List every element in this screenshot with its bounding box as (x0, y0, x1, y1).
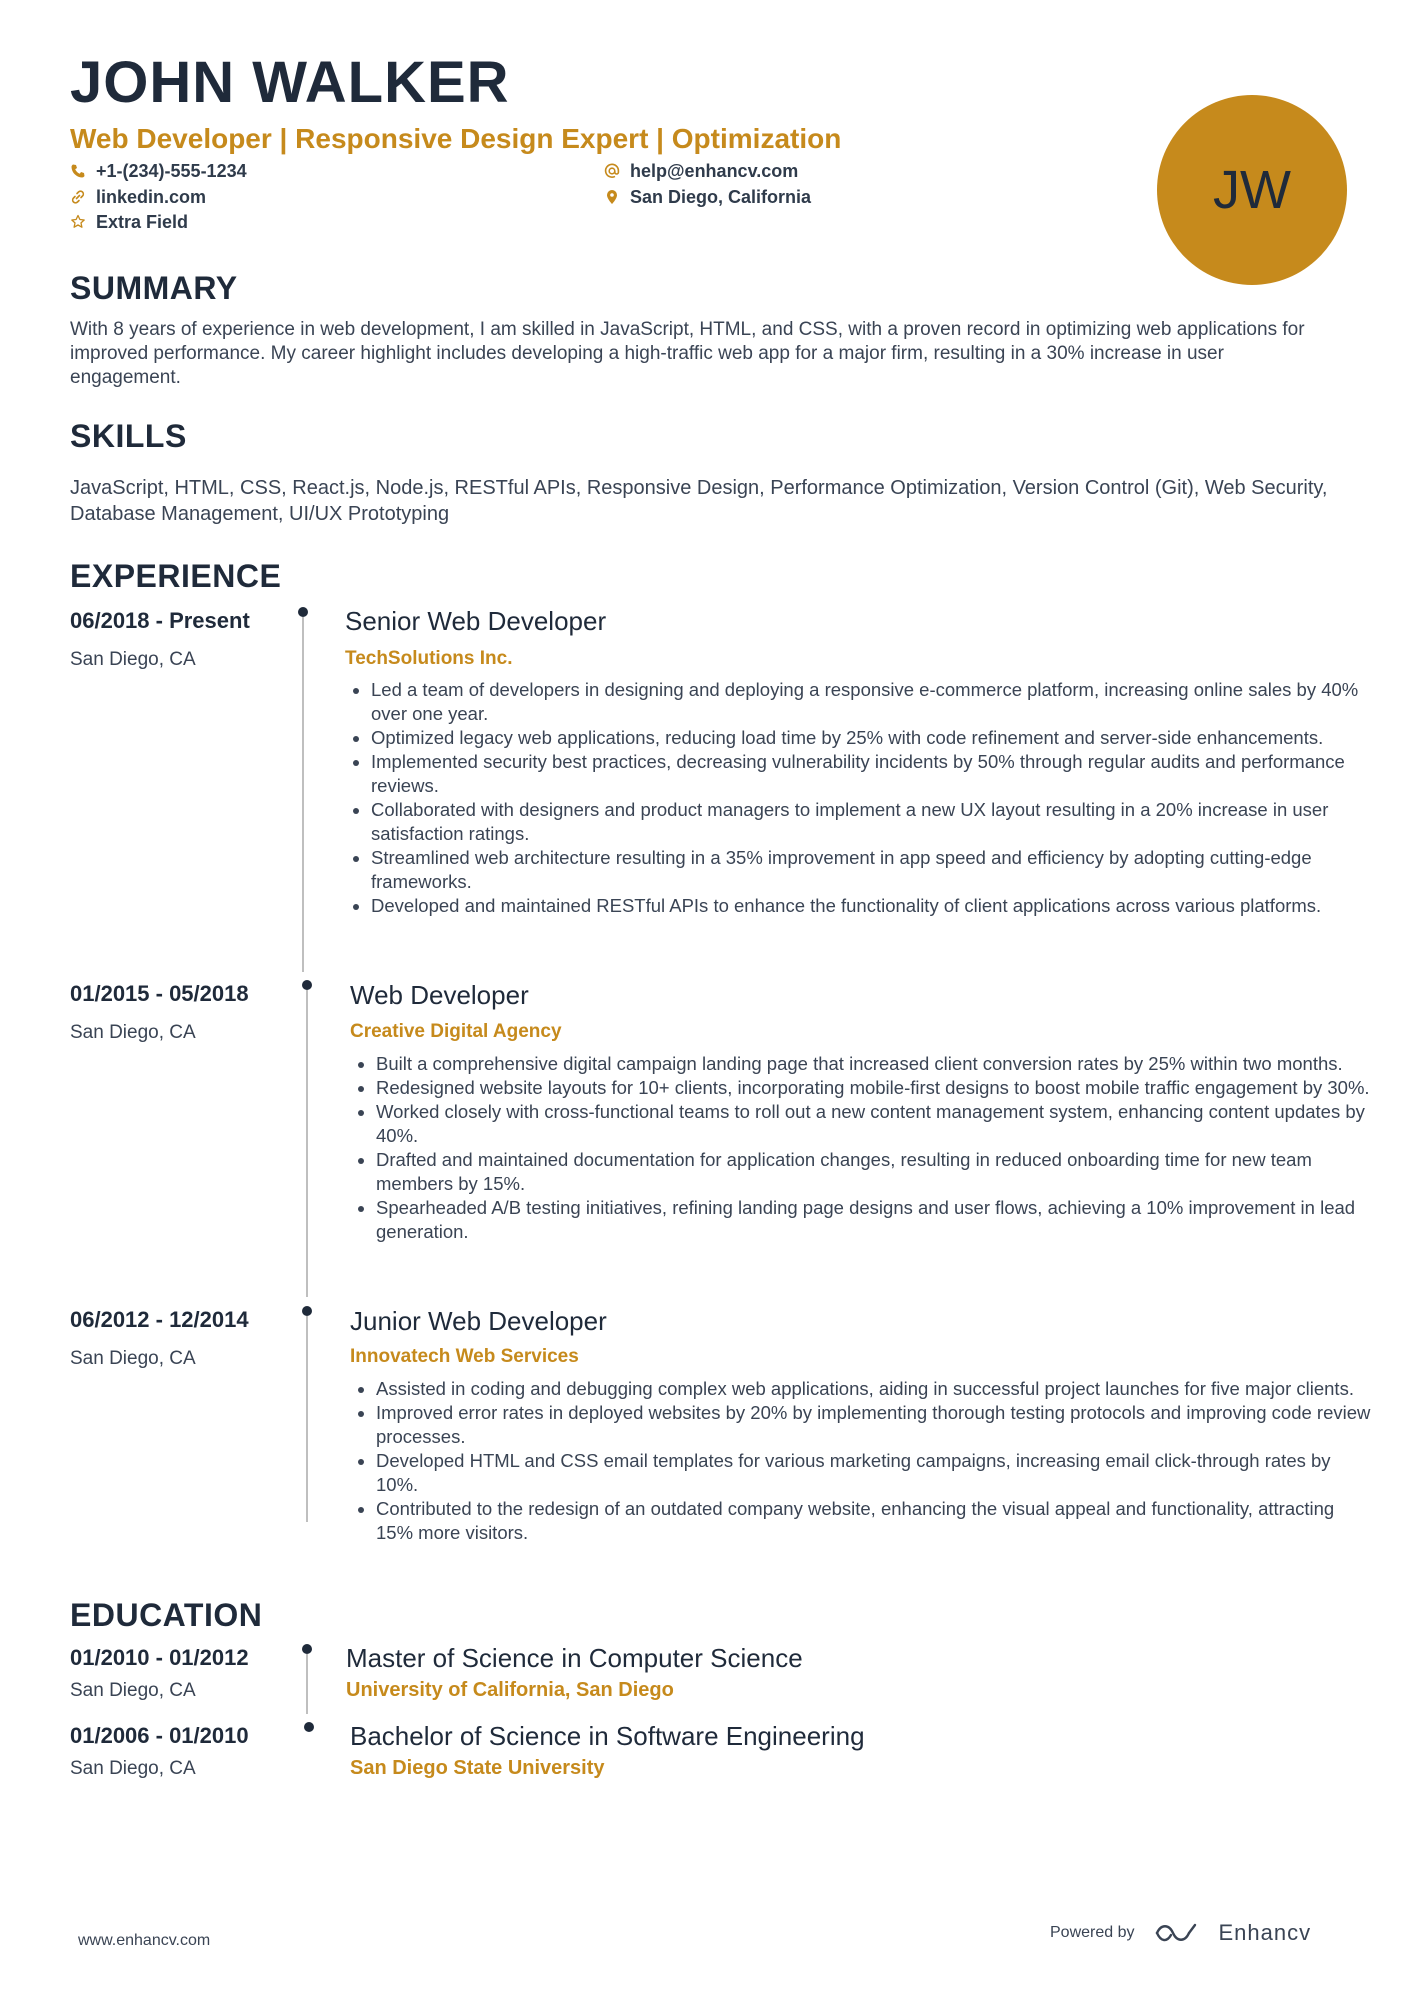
job-bullet: • Developed and maintained RESTful APIs to enhance the functionality of client applications across various platforms. (371, 894, 1371, 918)
job-bullet: • Streamlined web architecture resulting in a 35% improvement in app speed and efficiency by adopting cutting-edge frameworks. (371, 846, 1371, 894)
extra-field-text: Extra Field (96, 212, 189, 232)
job-location: San Diego, CA (70, 1022, 196, 1043)
job-dates: 06/2012 - 12/2014 (70, 1307, 249, 1332)
job-bullets (352, 1052, 1372, 1244)
experience-title: EXPERIENCE (70, 558, 282, 594)
job-bullet: • Improved error rates in deployed websites by 20% by implementing thorough testing protocols and improving code review processes. (376, 1401, 1372, 1449)
job-bullet: • Assisted in coding and debugging complex web applications, aiding in successful project launches for five major clients. (376, 1377, 1372, 1401)
timeline-line (306, 1316, 308, 1522)
education-dates: 01/2010 - 01/2012 (70, 1645, 249, 1670)
school-name: San Diego State University (350, 1757, 605, 1779)
job-bullets (347, 678, 1371, 918)
enhancv-logo-icon (1153, 1920, 1201, 1946)
linkedin-contact[interactable] (70, 188, 206, 206)
timeline-dot (304, 1722, 314, 1732)
link-icon (70, 189, 86, 205)
timeline-line (306, 990, 308, 1297)
enhancv-brand: Enhancv (1218, 1920, 1312, 1945)
extra-field-contact (70, 213, 188, 231)
email-text: help@enhancv.com (630, 161, 799, 181)
job-bullet: • Optimized legacy web applications, reducing load time by 25% with code refinement and server-side enhancements. (371, 726, 1371, 750)
education-location: San Diego, CA (70, 1758, 196, 1779)
summary-title: SUMMARY (70, 270, 238, 306)
job-bullet: • Contributed to the redesign of an outdated company website, enhancing the visual appeal and functionality, attracting 15% more visitors. (376, 1497, 1372, 1545)
phone-text: +1-(234)-555-1234 (96, 161, 247, 181)
education-title: EDUCATION (70, 1597, 263, 1633)
job-dates: 06/2018 - Present (70, 608, 250, 633)
candidate-name: JOHN WALKER (70, 50, 510, 115)
job-title: Web Developer (350, 980, 529, 1010)
job-bullet: • Implemented security best practices, decreasing vulnerability incidents by 50% through regular audits and performance reviews. (371, 750, 1371, 798)
summary-text: With 8 years of experience in web development, I am skilled in JavaScript, HTML, and CSS, with a proven record in optimizing web applications for improved performance. My career highlight includes developing a high-traffic web app for a major firm, resulting in a 30% increase in user engagement. (70, 319, 1305, 388)
candidate-headline: Web Developer | Responsive Design Expert | Optimization (70, 123, 842, 154)
footer-website-link[interactable]: www.enhancv.com (78, 1932, 211, 1949)
timeline-line (306, 1654, 308, 1714)
location-contact (604, 188, 811, 206)
linkedin-text: linkedin.com (96, 187, 207, 207)
job-location: San Diego, CA (70, 1348, 196, 1369)
powered-by (1050, 1920, 1311, 1946)
job-title: Junior Web Developer (350, 1306, 607, 1336)
timeline-dot (298, 607, 308, 617)
job-bullet: • Worked closely with cross-functional teams to roll out a new content management system, enhancing content updates by 40%. (376, 1100, 1372, 1148)
powered-by-label: Powered by (1050, 1924, 1135, 1941)
job-company: Innovatech Web Services (350, 1346, 579, 1367)
job-bullet: • Collaborated with designers and product managers to implement a new UX layout resulting in a 20% increase in user satisfaction ratings. (371, 798, 1371, 846)
star-icon (70, 214, 86, 230)
school-name: University of California, San Diego (346, 1679, 674, 1701)
job-dates: 01/2015 - 05/2018 (70, 981, 249, 1006)
job-bullets (352, 1377, 1372, 1545)
job-bullet: • Built a comprehensive digital campaign landing page that increased client conversion rates by 25% within two months. (376, 1052, 1372, 1076)
timeline-dot (302, 1306, 312, 1316)
avatar-initials: JW (1213, 160, 1291, 220)
phone-icon (70, 163, 86, 179)
timeline-dot (302, 1644, 312, 1654)
skills-title: SKILLS (70, 418, 187, 454)
timeline-line (302, 617, 304, 972)
avatar (1157, 95, 1347, 285)
job-company: Creative Digital Agency (350, 1021, 562, 1042)
education-location: San Diego, CA (70, 1680, 196, 1701)
location-pin-icon (604, 189, 620, 205)
skills-text: JavaScript, HTML, CSS, React.js, Node.js, RESTful APIs, Responsive Design, Performance Optimization, Version Control (Git), Web Security, Database Management, UI/UX Prototyping (70, 477, 1328, 525)
location-text: San Diego, California (630, 187, 812, 207)
job-bullet: • Drafted and maintained documentation for application changes, resulting in reduced onboarding time for new team members by 15%. (376, 1148, 1372, 1196)
degree-title: Bachelor of Science in Software Engineering (350, 1721, 865, 1751)
timeline-dot (302, 980, 312, 990)
job-bullet: • Led a team of developers in designing and deploying a responsive e-commerce platform, increasing online sales by 40% over one year. (371, 678, 1371, 726)
job-company: TechSolutions Inc. (345, 648, 513, 669)
at-icon (604, 163, 620, 179)
job-bullet: • Spearheaded A/B testing initiatives, refining landing page designs and user flows, achieving a 10% improvement in lead generation. (376, 1196, 1372, 1244)
job-title: Senior Web Developer (345, 606, 607, 636)
job-bullet: • Redesigned website layouts for 10+ clients, incorporating mobile-first designs to boost mobile traffic engagement by 30%. (376, 1076, 1372, 1100)
phone-contact (70, 162, 247, 180)
job-location: San Diego, CA (70, 649, 196, 670)
email-contact[interactable] (604, 162, 798, 180)
job-bullet: • Developed HTML and CSS email templates for various marketing campaigns, increasing email click-through rates by 10%. (376, 1449, 1372, 1497)
degree-title: Master of Science in Computer Science (346, 1643, 803, 1673)
education-dates: 01/2006 - 01/2010 (70, 1723, 249, 1748)
